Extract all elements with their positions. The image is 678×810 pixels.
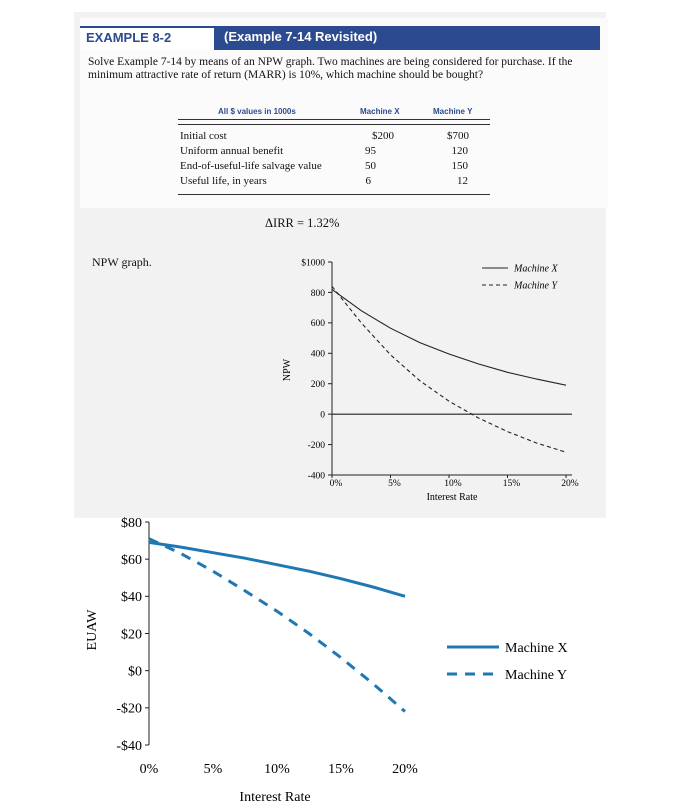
table-row-label: Initial cost [180, 130, 227, 142]
legend-label: Machine X [505, 640, 568, 656]
y-axis-label: EUAW [85, 609, 100, 651]
machine-x-series-line [149, 542, 405, 596]
y-tick-label: $40 [121, 590, 142, 606]
problem-statement: Solve Example 7-14 by means of an NPW graph. Two machines are being considered for purchase. If the minimum attractive rate of return (MARR) is 10%, which machine should be bought? [88, 56, 573, 81]
y-tick-label: 600 [310, 319, 325, 330]
table-cell: 6 [365, 175, 371, 187]
legend-label: Machine Y [514, 280, 558, 292]
table-header-machine-y: Machine Y [433, 107, 473, 116]
y-axis-label: NPW [282, 358, 293, 382]
x-tick-label: 15% [328, 762, 354, 777]
y-tick-label: -$20 [116, 701, 142, 717]
x-tick-label: 0% [139, 762, 159, 777]
x-tick-label: 15% [502, 479, 521, 489]
x-tick-label: 5% [388, 479, 401, 489]
delta-irr-label: ΔIRR = 1.32% [265, 216, 340, 230]
y-tick-label: 800 [310, 288, 325, 299]
y-tick-label: -400 [307, 471, 325, 482]
y-tick-label: $60 [121, 553, 142, 569]
legend-label: Machine Y [505, 667, 568, 683]
table-cell: 12 [457, 175, 468, 187]
table-header-machine-x: Machine X [360, 107, 400, 116]
legend-label: Machine X [514, 263, 558, 275]
table-row-label: Useful life, in years [180, 175, 267, 187]
table-cell: 150 [451, 160, 468, 172]
example-title: (Example 7-14 Revisited) [224, 29, 378, 44]
x-tick-label: 10% [444, 479, 462, 489]
y-tick-label: 400 [310, 349, 325, 360]
table-cell: 50 [365, 160, 376, 172]
y-tick-label: $20 [121, 627, 142, 643]
x-tick-label: 5% [203, 762, 223, 777]
table-row-label: End-of-useful-life salvage value [180, 160, 322, 172]
y-tick-label: -200 [307, 440, 325, 451]
x-tick-label: 0% [329, 479, 343, 489]
npw-graph-label: NPW graph. [92, 255, 152, 269]
x-tick-label: 10% [264, 762, 290, 777]
y-tick-label: $1000 [301, 258, 325, 269]
y-tick-label: 200 [310, 380, 325, 391]
table-cell: 120 [451, 145, 468, 157]
table-cell: $200 [372, 130, 394, 142]
y-tick-label: $80 [121, 515, 142, 531]
table-row-label: Uniform annual benefit [180, 145, 284, 157]
y-tick-label: 0 [320, 410, 325, 421]
table-units-note: All $ values in 1000s [218, 107, 296, 116]
table-cell: 95 [365, 145, 376, 157]
x-axis-label: Interest Rate [426, 492, 478, 503]
x-tick-label: 20% [561, 479, 579, 489]
x-tick-label: 20% [392, 762, 418, 777]
y-tick-label: $0 [128, 664, 142, 680]
example-label: EXAMPLE 8-2 [86, 30, 172, 45]
x-axis-label: Interest Rate [239, 790, 311, 805]
table-cell: $700 [447, 130, 469, 142]
y-tick-label: -$40 [116, 738, 142, 754]
